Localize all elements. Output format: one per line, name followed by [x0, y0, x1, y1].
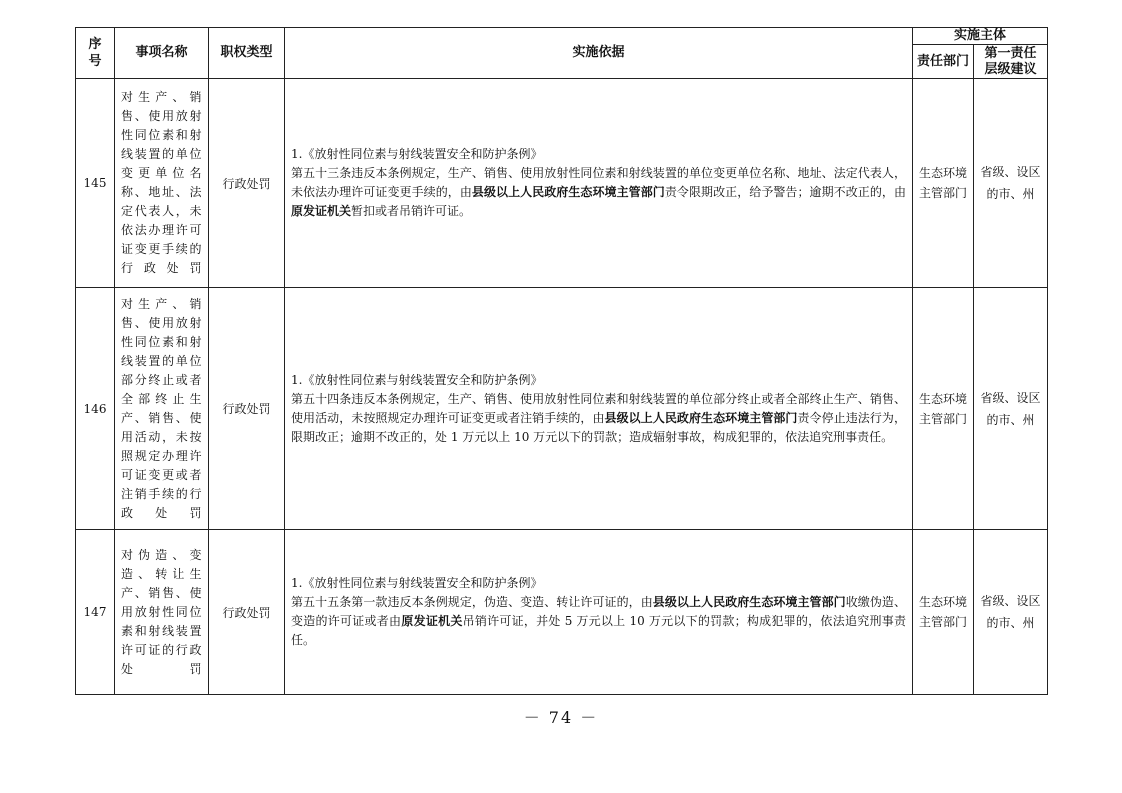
power-type: 行政处罚 — [209, 79, 285, 288]
authority-bold: 县级以上人民政府生态环境主管部门 — [471, 185, 665, 199]
item-name: 对生产、销售、使用放射性同位素和射线装置的单位变更单位名称、地址、法定代表人，未依法办理许可证变更手续的行政处罚 — [115, 79, 209, 288]
header-item-name: 事项名称 — [115, 28, 209, 79]
authority-bold: 县级以上人民政府生态环境主管部门 — [652, 595, 846, 609]
responsibility-level: 省级、设区的市、州 — [974, 79, 1048, 288]
table-row — [76, 79, 1048, 288]
authority-bold: 原发证机关 — [291, 204, 352, 218]
header-subject: 实施主体 — [913, 28, 1048, 45]
law-title: 1.《放射性同位素与射线装置安全和防护条例》 — [291, 147, 543, 161]
header-basis: 实施依据 — [285, 28, 913, 79]
header-no: 序 号 — [76, 28, 115, 79]
law-article: 第五十四条违反本条例规定，生产、销售、使用放射性同位素和射线装置的单位部分终止或者全部终止生产、销售、使用活动，未按照规定办理许可证变更或者注销手续的，由县级以上人民政府生态环境主管部门责令停止违法行为，限期改正；逾期不改正的，处 1 万元以上 10 万元以下的罚款；造成辐射事故，构成犯罪的，依法追究刑事责任。 — [291, 391, 906, 444]
responsibility-level: 省级、设区的市、州 — [974, 288, 1048, 530]
authority-bold: 县级以上人民政府生态环境主管部门 — [604, 410, 798, 425]
law-title: 1.《放射性同位素与射线装置安全和防护条例》 — [291, 372, 543, 387]
law-title: 1.《放射性同位素与射线装置安全和防护条例》 — [291, 576, 543, 590]
power-type: 行政处罚 — [209, 288, 285, 530]
item-name: 对伪造、变造、转让生产、销售、使用放射性同位素和射线装置许可证的行政处罚 — [115, 530, 209, 695]
basis-text — [285, 288, 913, 530]
header-power-type: 职权类型 — [209, 28, 285, 79]
table-header-row — [76, 28, 1048, 45]
power-type: 行政处罚 — [209, 530, 285, 695]
table-row — [76, 530, 1048, 695]
header-level: 第一责任 层级建议 — [974, 45, 1048, 79]
responsible-dept: 生态环境主管部门 — [913, 79, 974, 288]
law-article: 第五十五条第一款违反本条例规定，伪造、变造、转让许可证的，由县级以上人民政府生态环境主管部门收缴伪造、变造的许可证或者由原发证机关吊销许可证，并处 5 万元以上 10 万元以下的罚款；构成犯罪的，依法追究刑事责任。 — [291, 595, 906, 647]
item-name: 对生产、销售、使用放射性同位素和射线装置的单位部分终止或者全部终止生产、销售、使用活动，未按照规定办理许可证变更或者注销手续的行政处罚 — [115, 288, 209, 530]
authority-bold: 原发证机关 — [401, 614, 463, 628]
row-number: 146 — [76, 288, 115, 530]
row-number: 147 — [76, 530, 115, 695]
table-row — [76, 288, 1048, 530]
header-dept: 责任部门 — [913, 45, 974, 79]
basis-text — [285, 79, 913, 288]
responsible-dept: 生态环境主管部门 — [913, 288, 974, 530]
page-number: － 74 － — [523, 708, 599, 727]
responsible-dept: 生态环境主管部门 — [913, 530, 974, 695]
basis-text — [285, 530, 913, 695]
row-number: 145 — [76, 79, 115, 288]
responsibility-level: 省级、设区的市、州 — [974, 530, 1048, 695]
power-list-table — [75, 27, 1048, 695]
law-article: 第五十三条违反本条例规定，生产、销售、使用放射性同位素和射线装置的单位变更单位名称、地址、法定代表人，未依法办理许可证变更手续的，由县级以上人民政府生态环境主管部门责令限期改正，给予警告；逾期不改正的，由原发证机关暂扣或者吊销许可证。 — [291, 166, 906, 218]
